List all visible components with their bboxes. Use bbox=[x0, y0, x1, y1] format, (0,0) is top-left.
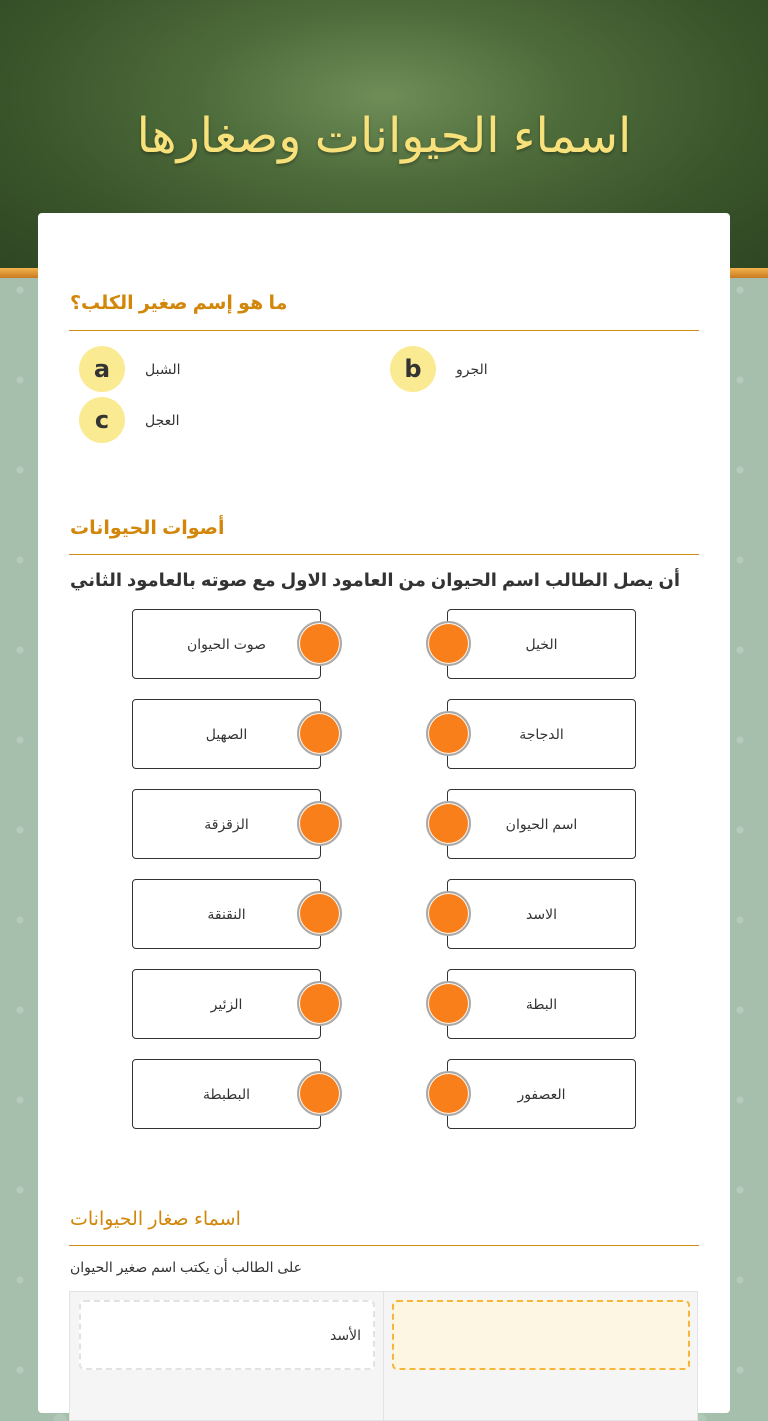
match-item-left[interactable]: النقنقة bbox=[132, 879, 321, 949]
connector-dot[interactable] bbox=[297, 1071, 342, 1116]
draggable-word[interactable]: الأسد bbox=[79, 1300, 375, 1370]
divider bbox=[69, 1245, 699, 1246]
option-label: العجل bbox=[145, 411, 180, 428]
question-3-instruction: على الطالب أن يكتب اسم صغير الحيوان bbox=[70, 1259, 303, 1275]
connector-dot[interactable] bbox=[297, 981, 342, 1026]
match-item-left[interactable]: الصهيل bbox=[132, 699, 321, 769]
connector-dot[interactable] bbox=[297, 891, 342, 936]
drop-zone[interactable] bbox=[392, 1300, 690, 1370]
match-item-right[interactable]: العصفور bbox=[447, 1059, 636, 1129]
option-label: الشبل bbox=[145, 360, 181, 377]
option-badge: b bbox=[390, 346, 436, 392]
connector-dot[interactable] bbox=[426, 711, 471, 756]
divider bbox=[69, 330, 699, 331]
match-item-right[interactable]: الدجاجة bbox=[447, 699, 636, 769]
match-item-left[interactable]: الزئير bbox=[132, 969, 321, 1039]
option-c[interactable] bbox=[79, 397, 180, 443]
connector-dot[interactable] bbox=[426, 801, 471, 846]
connector-dot[interactable] bbox=[426, 981, 471, 1026]
divider bbox=[69, 554, 699, 555]
option-badge: a bbox=[79, 346, 125, 392]
option-badge: c bbox=[79, 397, 125, 443]
connector-dot[interactable] bbox=[426, 621, 471, 666]
question-3-title: اسماء صغار الحيوانات bbox=[70, 1209, 241, 1230]
match-item-right[interactable]: الخيل bbox=[447, 609, 636, 679]
worksheet-card bbox=[38, 213, 730, 1413]
question-2-instruction: أن يصل الطالب اسم الحيوان من العامود الاول مع صوته بالعامود الثاني bbox=[70, 570, 681, 590]
connector-dot[interactable] bbox=[426, 891, 471, 936]
connector-dot[interactable] bbox=[297, 711, 342, 756]
option-a[interactable] bbox=[79, 346, 180, 392]
question-1-title: ما هو إسم صغير الكلب؟ bbox=[70, 293, 288, 314]
option-b[interactable] bbox=[390, 346, 488, 392]
question-2-title: أصوات الحيوانات bbox=[70, 518, 225, 539]
connector-dot[interactable] bbox=[426, 1071, 471, 1116]
match-item-right[interactable]: البطة bbox=[447, 969, 636, 1039]
match-item-right[interactable]: اسم الحيوان bbox=[447, 789, 636, 859]
match-item-left[interactable]: البطبطة bbox=[132, 1059, 321, 1129]
answer-table bbox=[69, 1291, 698, 1421]
connector-dot[interactable] bbox=[297, 801, 342, 846]
option-label: الجرو bbox=[456, 360, 488, 377]
match-item-right[interactable]: الاسد bbox=[447, 879, 636, 949]
connector-dot[interactable] bbox=[297, 621, 342, 666]
cell-divider bbox=[383, 1292, 384, 1420]
match-item-left[interactable]: الزقزقة bbox=[132, 789, 321, 859]
match-item-left[interactable]: صوت الحيوان bbox=[132, 609, 321, 679]
page-title: اسماء الحيوانات وصغارها bbox=[136, 110, 632, 163]
